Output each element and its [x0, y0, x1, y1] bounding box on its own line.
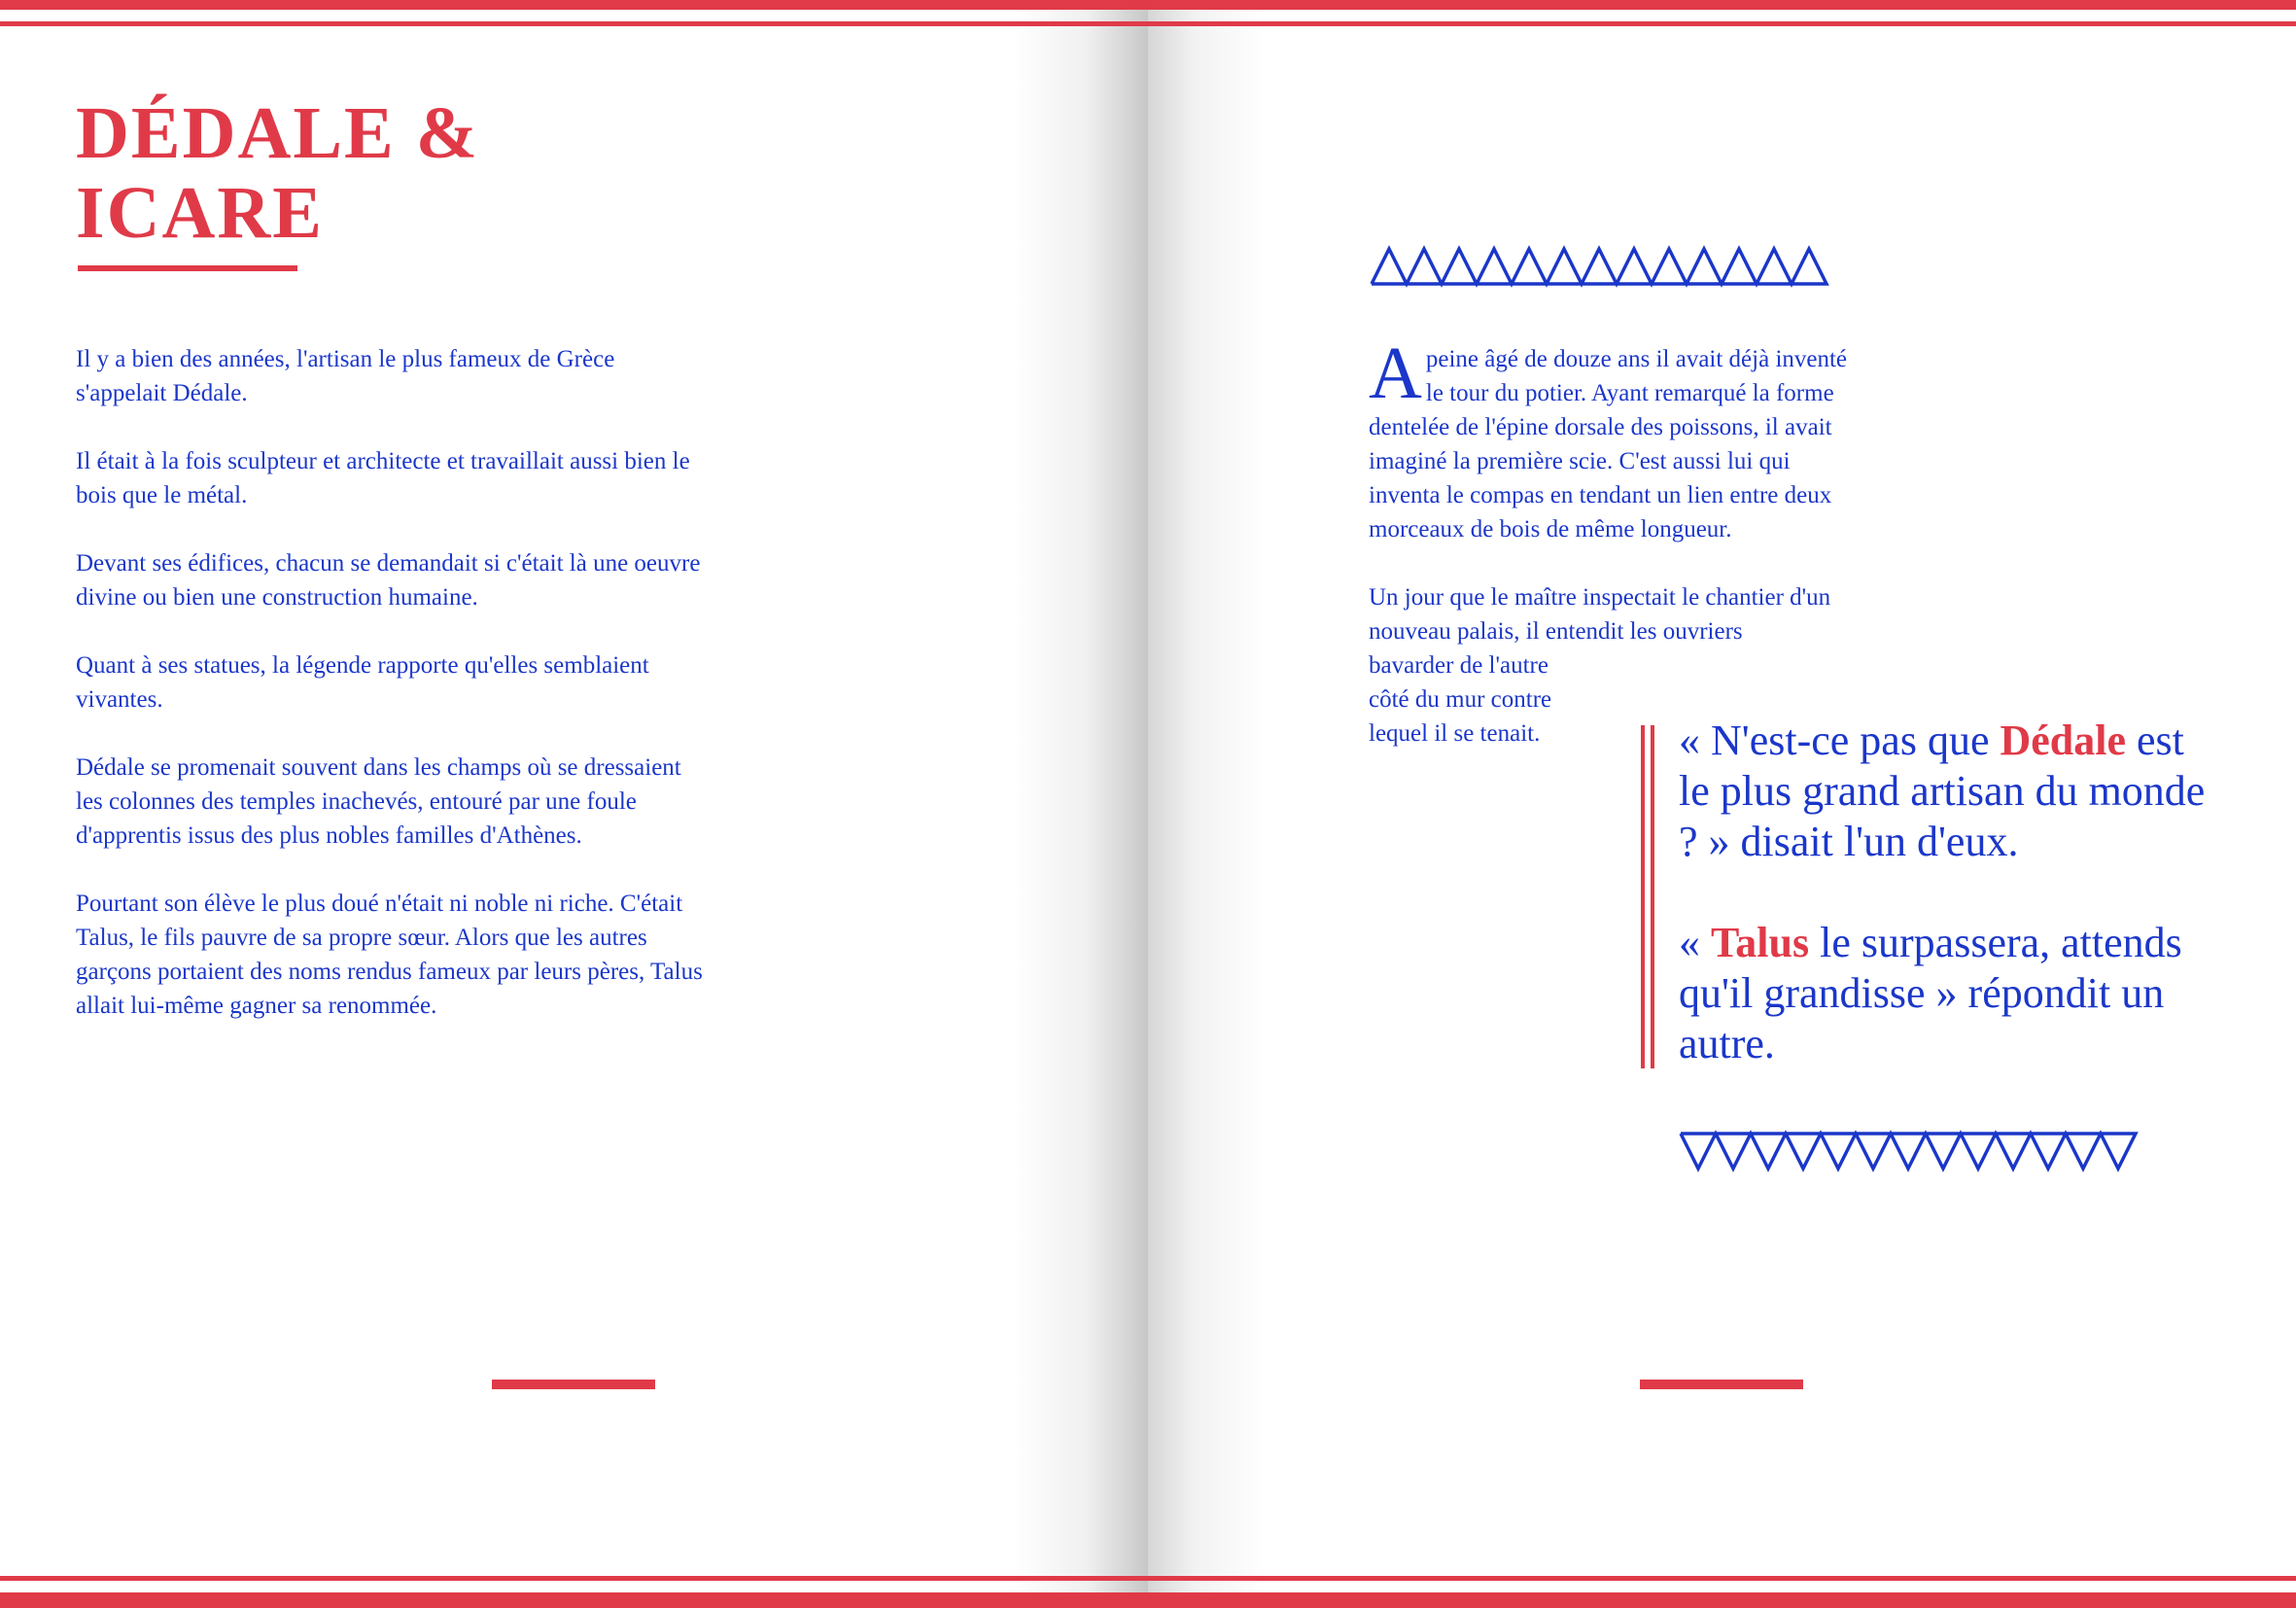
pull-quote — [1679, 716, 2223, 1120]
quote-line: « N'est-ce pas que Dédale est le plus grand artisan du monde ? » disait l'un d'eux. — [1679, 717, 2206, 865]
page-title — [76, 93, 479, 253]
top-border-stripe — [0, 21, 2296, 26]
right-page — [1148, 0, 2296, 1608]
paragraph — [1369, 332, 1864, 546]
pull-quote-bars — [1641, 725, 1654, 1068]
title-line-1: DÉDALE & — [76, 92, 480, 174]
bottom-border-stripe — [0, 1576, 2296, 1581]
drop-cap: A — [1369, 332, 1422, 414]
left-body-text — [76, 342, 708, 1057]
top-border-stripe — [0, 0, 2296, 10]
title-line-2: ICARE — [76, 172, 324, 254]
paragraph: Quant à ses statues, la légende rapporte qu'elles semblaient vivantes. — [76, 652, 649, 713]
footer-rule — [492, 1380, 655, 1389]
footer-rule — [1640, 1380, 1803, 1389]
zigzag-bottom-ornament — [1679, 1130, 2139, 1172]
paragraph-text-wrap: bavarder de l'autre côté du mur contre lequel il se tenait. — [1369, 652, 1552, 747]
highlighted-name: Talus — [1711, 919, 1810, 966]
paragraph: Devant ses édifices, chacun se demandait si c'était là une oeuvre divine ou bien une construction humaine. — [76, 550, 701, 611]
paragraph: Il était à la fois sculpteur et architecte et travaillait aussi bien le bois que le métal. — [76, 448, 690, 508]
paragraph: Pourtant son élève le plus doué n'était ni noble ni riche. C'était Talus, le fils pauvre de sa propre sœur. Alors que les autres garçons portaient des noms rendus fameux par leurs pères, Talus allait lui-même gagner sa renommée. — [76, 891, 703, 1019]
paragraph: Il y a bien des années, l'artisan le plus fameux de Grèce s'appelait Dédale. — [76, 346, 615, 406]
quote-line: « Talus le surpassera, attends qu'il grandisse » répondit un autre. — [1679, 919, 2182, 1067]
bottom-border-stripe — [0, 1592, 2296, 1608]
title-underline — [78, 265, 297, 271]
spine-shadow — [1012, 0, 1148, 1608]
paragraph-text: peine âgé de douze ans il avait déjà inventé le tour du potier. Ayant remarqué la forme dentelée de l'épine dorsale des poissons, il avait imaginé la première scie. C'est aussi lui qui inventa le compas en tendant un lien entre deux morceaux de bois de même longueur. — [1369, 346, 1848, 542]
paragraph-text: Un jour que le maître inspectait le chantier d'un nouveau palais, il entendit les ouvriers — [1369, 584, 1831, 645]
spine-shadow — [1148, 0, 1265, 1608]
highlighted-name: Dédale — [2000, 717, 2127, 764]
zigzag-top-ornament — [1370, 245, 1830, 288]
paragraph: Dédale se promenait souvent dans les champs où se dressaient les colonnes des temples inachevés, entouré par une foule d'apprentis issus des plus nobles familles d'Athènes. — [76, 754, 681, 849]
